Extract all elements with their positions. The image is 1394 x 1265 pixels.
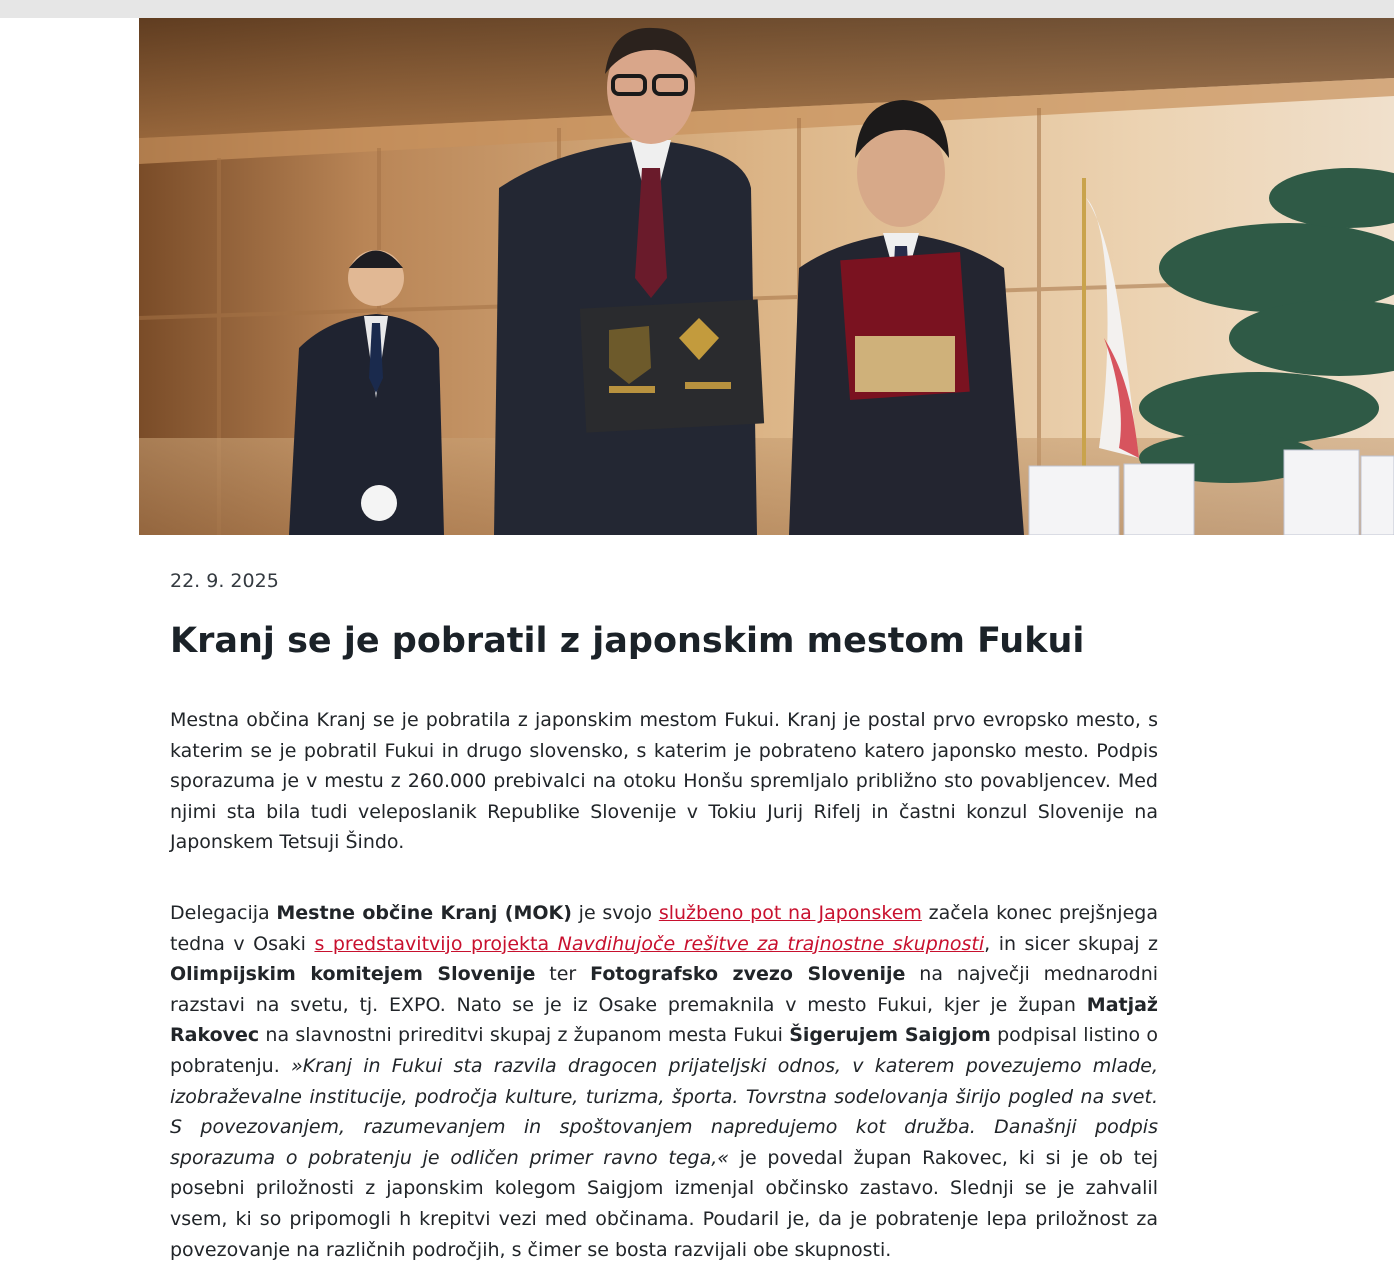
project-presentation-link[interactable]	[314, 933, 984, 955]
body-bold: Olimpijskim komitejem Slovenije	[170, 963, 536, 986]
project-link-title: Navdihujoče rešitve za trajnostne skupnosti	[557, 932, 985, 955]
body-bold: Mestne občine Kranj (MOK)	[276, 901, 572, 924]
body-text: na slavnostni prireditvi skupaj z županom mesta Fukui	[259, 1024, 790, 1047]
article-intro: Mestna občina Kranj se je pobratila z japonskim mestom Fukui. Kranj je postal prvo evropsko mesto, s katerim se je pobratil Fukui in drugo slovensko, s katerim je pobrateno katero japonsko mesto. Podpis sporazuma je v mestu z 260.000 prebivalci na otoku Honšu spremljalo približno sto povabljencev. Med njimi sta bila tudi veleposlanik Republike Slovenije v Tokiu Jurij Rifelj in častni konzul Slovenije na Japonskem Tetsuji Šindo.	[170, 709, 1158, 854]
body-text: je svojo	[571, 901, 659, 924]
body-text: na največji mednarodni razstavi na svetu, tj. EXPO. Nato se je iz Osake premaknila v mesto Fukui, kjer je župan	[170, 963, 1159, 1016]
mayor-quote: »Kranj in Fukui sta razvila dragocen prijateljski odnos, v katerem povezujemo mlade, izobraževalne institucije, področja kulture, turizma, športa. Tovrstna sodelovanja širijo pogled na svet. S povezovanjem, razumevanjem in spoštovanjem napredujemo kot družba. Današnji podpis sporazuma o pobratenju je odličen primer ravno tega,«	[170, 1054, 1159, 1169]
official-trip-link[interactable]: službeno pot na Japonskem	[658, 901, 922, 924]
body-text: Delegacija	[170, 901, 277, 924]
hero-photo	[139, 18, 1394, 535]
body-text: , in sicer skupaj z	[984, 932, 1158, 955]
body-text: ter	[535, 963, 591, 986]
article-body	[170, 898, 1158, 1265]
body-text: začela konec prejšnjega tedna v Osaki	[170, 901, 1158, 955]
article	[170, 560, 1158, 1265]
body-text: podpisal listino o pobratenju.	[170, 1024, 1159, 1077]
project-link-prefix: s predstavitvijo projekta	[314, 932, 558, 955]
article-title: Kranj se je pobratil z japonskim mestom Fukui	[170, 621, 1085, 661]
body-bold: Šigerujem Saigjom	[789, 1024, 991, 1047]
body-bold: Matjaž Rakovec	[170, 993, 1158, 1047]
body-bold: Fotografsko zvezo Slovenije	[590, 963, 906, 986]
article-date: 22. 9. 2025	[170, 570, 279, 592]
top-bar	[0, 0, 1394, 18]
body-text: je povedal župan Rakovec, ki si je ob tej posebni priložnosti z japonskim kolegom Saigjom izmenjal občinsko zastavo. Slednji se je zahvalil vsem, ki so pripomogli h krepitvi vezi med občinama. Poudaril je, da je pobratenje lepa priložnost za povezovanje na različnih področjih, s čimer se bosta razvijali obe skupnosti.	[170, 1146, 1158, 1261]
